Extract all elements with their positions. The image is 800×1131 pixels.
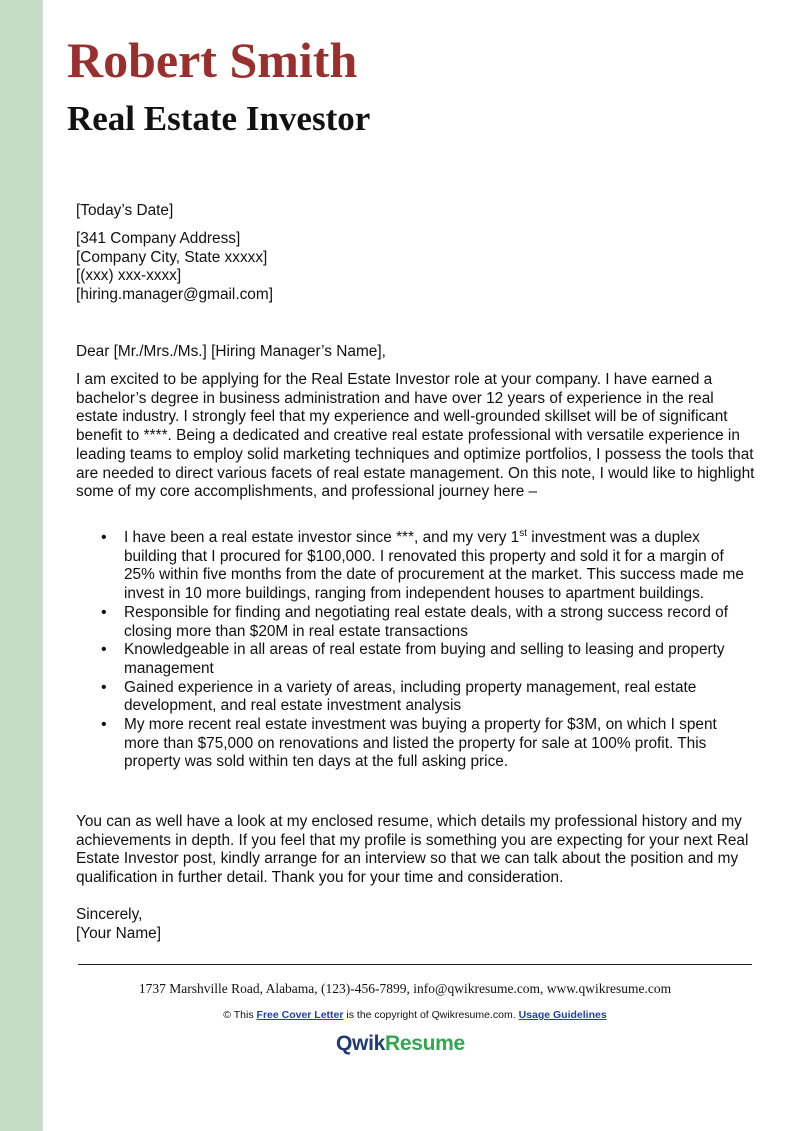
- accomplishments-list: [76, 529, 756, 772]
- intro-paragraph: [76, 371, 756, 502]
- list-item: • Knowledgeable in all areas of real estate from buying and selling to leasing and property management: [76, 641, 756, 678]
- address-line: [341 Company Address]: [76, 230, 241, 247]
- intro-text: I am excited to be applying for the Real Estate Investor role at your company. I have earned a bachelor’s degree in business administration and have over 12 years of experience in the real estate industry. I strongly feel that my experience and well-grounded skillset will be of significant benefit to ****. Being a dedicated and creative real estate professional with versatile experience in leading teams to employ solid marketing techniques and optimize portfolios, I possess the tools that are needed to direct various facets of real estate management. On this note, I would like to highlight some of my core accomplishments, and professional journey here –: [76, 371, 755, 501]
- recipient-address: [76, 230, 756, 305]
- list-item: [76, 529, 756, 604]
- closing-text: You can as well have a look at my enclosed resume, which details my professional history and my achievements in depth. If you feel that my profile is something you are expecting for your next Real Estate Investor post, kindly arrange for an interview so that we can talk about the position and my qualification in further detail. Thank you for your time and consideration.: [76, 813, 749, 887]
- letter-date: [76, 202, 756, 221]
- salutation: [76, 343, 756, 362]
- address-line: [Company City, State xxxxx]: [76, 248, 268, 266]
- copyright-notice: [0, 1008, 800, 1022]
- qwikresume-logo[interactable]: [336, 1030, 465, 1058]
- address-line: [hiring.manager@gmail.com]: [76, 286, 273, 304]
- sidebar-divider: [42, 0, 43, 1131]
- list-item: • Gained experience in a variety of areas, including property management, real estate development, and real estate investment analysis: [76, 679, 756, 716]
- list-item: • Responsible for finding and negotiating real estate deals, with a strong success record of closing more than $20M in real estate transactions: [76, 604, 756, 641]
- logo-qwik: Qwik: [336, 1032, 385, 1055]
- signature-text: [Your Name]: [76, 924, 161, 942]
- closing-paragraph: [76, 813, 756, 888]
- address-line: [(xxx) xxx-xxxx]: [76, 267, 182, 285]
- salutation-text: Dear [Mr./Mrs./Ms.] [Hiring Manager’s Name],: [76, 343, 386, 360]
- signoff-text: Sincerely,: [76, 906, 143, 923]
- list-item: • My more recent real estate investment was buying a property for $3M, on which I spent more than $75,000 on renovations and listed the property for sale at 100% profit. This property was sold within ten days at the full asking price.: [76, 716, 756, 772]
- free-cover-letter-link[interactable]: Free Cover Letter: [256, 1009, 344, 1021]
- bullet-text-start: I have been a real estate investor since ***, and my very 1: [124, 529, 520, 546]
- date-text: [Today’s Date]: [76, 202, 174, 219]
- copyright-middle: is the copyright of Qwikresume.com.: [346, 1009, 516, 1021]
- usage-guidelines-link[interactable]: Usage Guidelines: [518, 1009, 607, 1021]
- logo-resume: Resume: [384, 1032, 465, 1055]
- decorative-sidebar: [0, 0, 43, 1131]
- job-title: Real Estate Investor: [67, 99, 371, 138]
- footer-divider: [78, 964, 752, 965]
- applicant-name: Robert Smith: [67, 32, 358, 88]
- signoff-block: [76, 906, 756, 943]
- copyright-prefix: © This: [223, 1009, 254, 1021]
- footer-contact: 1737 Marshville Road, Alabama, (123)-456-7899, info@qwikresume.com, www.qwikresume.com: [138, 981, 672, 996]
- bullet-text-end: investment was a duplex building that I procured for $100,000. I renovated this property and sold it for a margin of 25% within five months from the date of procurement at the market. This success made me invest in 10 more buildings, ranging from independent houses to apartment buildings.: [124, 529, 744, 603]
- ordinal-suffix: st: [519, 527, 528, 539]
